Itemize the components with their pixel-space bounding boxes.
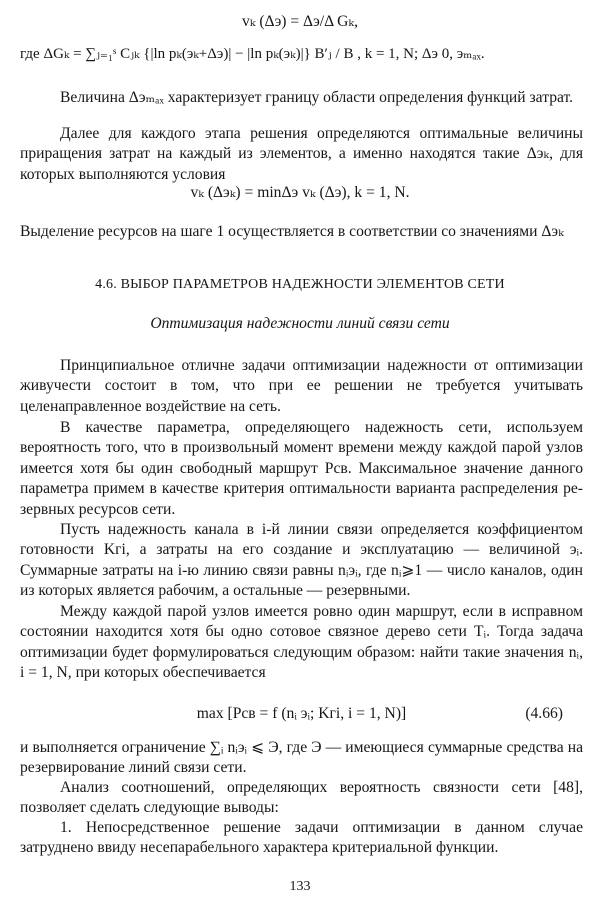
formula-vk-top: vₖ (Δэ) = Δэ/Δ Gₖ, [241,13,359,30]
paragraph-vydelenie: Выделение ресурсов на шаге 1 осуществляется в соответствии со значениями Δэₖ [20,223,564,240]
formula-number: (4.66) [525,705,563,722]
formula-max-expression: max [Pсв = f (nᵢ эᵢ; Kгi, i = 1, N)] [196,705,407,722]
page-number: 133 [289,879,311,894]
paragraph-kachestve: В качестве параметра, определяющего надежность сети, используем вероятность того, что в произвольный момент времени между каждой парой узлов имеется хотя бы один свободный маршрут Pсв. Максимальное значение данного параметра примем в качестве критерия оптимальности варианта распределения резервных ресурсов сети. [20,419,583,518]
formula-max [20,705,583,723]
paragraph-ogranichenie: и выполняется ограничение ∑ᵢ nᵢэᵢ ⩽ Э, где Э — имеющиеся суммарные средства на резервирование линий связи сети. [20,739,583,777]
formula-delta-g: где ΔGₖ = ∑ⱼ₌₁ˢ Cⱼₖ {|ln pₖ(эₖ+Δэ)| − |ln pₖ(эₖ)|} B′ⱼ / B , k = 1, N; Δэ 0, эₘₐₓ. [20,46,485,62]
section-heading: 4.6. ВЫБОР ПАРАМЕТРОВ НАДЕЖНОСТИ ЭЛЕМЕНТОВ СЕТИ [95,277,505,292]
paragraph-principial: Принципиальное отличне задачи оптимизации надежности от оптимизации живучести состоит в том, что при ее решении не требуется учитывать целенаправленное воздействие на сеть. [20,357,583,415]
paragraph-pust: Пусть надежность канала в i-й линии связи определяется коэффициентом готовности Kгi, а затраты на его создание и эксплуатацию — величиной эᵢ. Суммарные затраты на i-ю линию связи равны nᵢэᵢ, где nᵢ⩾1 — число каналов, один из которых является рабочим, а остальные — резервными. [20,521,583,600]
paragraph-mezhdu: Между каждой парой узлов имеется ровно один маршрут, если в исправном состоянии находится хотя бы одно сотовое связное дерево сети Tᵢ. Тогда задача оптимизации будет формулироваться следующим образом: найти такие значения nᵢ, i = 1, N, при которых обеспечивается [20,603,583,682]
paragraph-velichina: Величина Δэₘₐₓ характеризует границу области определения функций затрат. [60,89,574,106]
subsection-heading: Оптимизация надежности линий связи сети [150,315,450,332]
formula-min: vₖ (Δэₖ) = minΔэ vₖ (Δэ), k = 1, N. [190,184,410,201]
paragraph-analiz: Анализ соотношений, определяющих вероятность связности сети [48], позволяет сделать следующие выводы: [20,779,583,817]
paragraph-item-1: 1. Непосредственное решение задачи оптимизации в данном случае затруднено ввиду несепарабельного характера критериальной функции. [20,819,583,857]
paragraph-dalee: Далее для каждого этапа решения определяются оптимальные величины приращения затрат на каждый из элементов, а именно находятся такие Δэₖ, для которых выполняются условия [20,125,583,183]
